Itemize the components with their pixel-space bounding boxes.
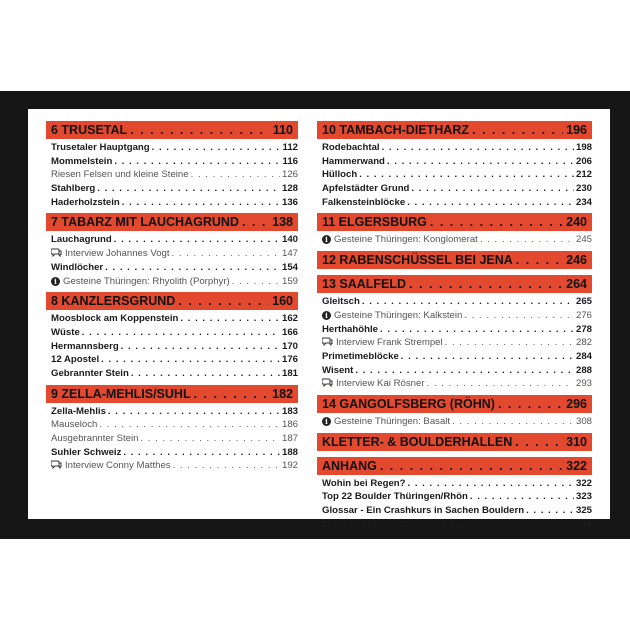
toc-section: [317, 395, 592, 429]
toc-entry[interactable]: [46, 312, 298, 326]
entry-label: Interview Frank Strempel: [336, 337, 443, 349]
section-title: 13 SAALFELD: [322, 277, 407, 292]
leader-dots: [380, 323, 574, 337]
entry-page-number: 245: [575, 234, 592, 246]
section-page-number: 296: [566, 396, 587, 411]
leader-dots: [122, 196, 280, 210]
leader-dots: [191, 168, 280, 182]
toc-section: [46, 121, 298, 209]
section-page-number: 160: [272, 294, 293, 309]
entry-page-number: 234: [575, 196, 592, 208]
leader-dots: [407, 196, 574, 210]
entry-label: Schwierigkeitsvergleichsskala: [322, 518, 461, 530]
toc-section: [317, 433, 592, 453]
entry-page-number: 276: [575, 309, 592, 321]
entry-label: Moosblock am Koppenstein: [51, 313, 179, 325]
toc-entry[interactable]: [317, 182, 592, 196]
leader-dots: [99, 418, 280, 432]
leader-dots: [82, 326, 280, 340]
leader-dots: [194, 385, 270, 403]
section-title: 12 RABENSCHÜSSEL BEI JENA: [322, 253, 513, 268]
entry-page-number: 154: [281, 261, 298, 273]
leader-dots: [131, 367, 280, 381]
entry-page-number: 186: [281, 419, 298, 431]
leader-dots: [152, 141, 281, 155]
section-header-6-trusetal[interactable]: [46, 121, 298, 139]
leader-dots: [359, 168, 574, 182]
toc-entry[interactable]: [46, 340, 298, 354]
entry-label: Apfelstädter Grund: [322, 183, 410, 195]
leader-dots: [97, 182, 280, 196]
section-page-number: 196: [566, 123, 587, 137]
toc-section: [46, 292, 298, 380]
leader-dots: [114, 155, 280, 169]
section-title: 6 TRUSETAL: [51, 123, 128, 137]
leader-dots: [470, 490, 574, 504]
section-header-kletter-boulderhallen[interactable]: [317, 433, 592, 451]
entry-page-number: 323: [575, 491, 592, 503]
entry-page-number: 308: [575, 415, 592, 427]
section-title: 14 GANGOLFSBERG (RÖHN): [322, 396, 495, 411]
section-title: 8 KANZLERSGRUND: [51, 294, 176, 309]
info-icon: i: [51, 277, 60, 286]
entry-page-number: 282: [575, 337, 592, 349]
section-title: ANHANG: [322, 458, 377, 473]
toc-entry[interactable]: [46, 353, 298, 367]
toc-entry[interactable]: [46, 459, 298, 473]
entry-label: Top 22 Boulder Thüringen/Rhön: [322, 491, 468, 503]
interview-icon: [322, 337, 333, 346]
section-title: 10 TAMBACH-DIETHARZ: [322, 123, 469, 137]
interview-icon: [51, 460, 62, 469]
entry-label: Gesteine Thüringen: Kalkstein: [334, 309, 463, 321]
section-header-10-tambach-dietharz[interactable]: [317, 121, 592, 139]
leader-dots: [526, 504, 574, 518]
toc-section: [317, 213, 592, 247]
entry-label: Gesteine Thüringen: Basalt: [334, 415, 451, 427]
entry-page-number: 188: [281, 446, 298, 458]
entry-page-number: 140: [281, 234, 298, 246]
entry-label: Gleitsch: [322, 296, 360, 308]
toc-entry[interactable]: [317, 518, 592, 532]
toc-entry[interactable]: [317, 490, 592, 504]
leader-dots: [108, 405, 280, 419]
entry-page-number: 187: [281, 433, 298, 444]
toc-section: [317, 121, 592, 209]
leader-dots: [472, 121, 563, 139]
toc-entry[interactable]: [46, 233, 298, 247]
entry-label: Wisent: [322, 364, 354, 376]
entry-label: Interview Kai Rösner: [336, 378, 425, 390]
toc-entry[interactable]: [46, 168, 298, 182]
leader-dots: [463, 518, 574, 532]
entry-page-number: 112: [282, 142, 298, 153]
entry-label: Mauseloch: [51, 419, 98, 431]
entry-label: Stahlberg: [51, 183, 96, 195]
leader-dots: [498, 395, 563, 413]
leader-dots: [101, 353, 280, 367]
leader-dots: [355, 364, 574, 378]
toc-entry[interactable]: [317, 309, 592, 323]
entry-label: Glossar - Ein Crashkurs in Sachen Bouldern: [322, 505, 525, 516]
interview-icon: [51, 248, 62, 257]
leader-dots: [114, 233, 280, 247]
entry-label: Hammerwand: [322, 155, 385, 167]
toc-entry[interactable]: [317, 323, 592, 337]
leader-dots: [445, 336, 574, 350]
leader-dots: [516, 251, 563, 269]
entry-label: Suhler Schweiz: [51, 446, 122, 458]
entry-page-number: 288: [575, 364, 592, 376]
entry-label: Riesen Felsen und kleine Steine: [51, 169, 189, 181]
leader-dots: [123, 446, 280, 460]
toc-entry[interactable]: [317, 141, 592, 155]
toc-left-column: [46, 121, 298, 477]
entry-page-number: 183: [281, 405, 298, 417]
section-page-number: 110: [272, 123, 293, 137]
toc-entry[interactable]: [317, 350, 592, 364]
entry-label: Gebrannter Stein: [51, 367, 129, 379]
entry-page-number: 206: [575, 155, 592, 167]
toc-entry[interactable]: [317, 196, 592, 210]
entry-label: Zella-Mehlis: [51, 405, 106, 417]
toc-entry[interactable]: [46, 405, 298, 419]
section-page-number: 246: [566, 253, 587, 268]
section-page-number: 240: [566, 215, 587, 230]
leader-dots: [172, 247, 280, 261]
entry-label: 12 Apostel: [51, 354, 100, 366]
entry-page-number: 166: [281, 326, 298, 338]
leader-dots: [387, 155, 574, 169]
entry-page-number: 159: [281, 275, 298, 287]
entry-label: Mommelstein: [51, 155, 113, 167]
entry-label: Falkensteinblöcke: [322, 196, 406, 208]
toc-entry[interactable]: [46, 155, 298, 169]
toc-entry[interactable]: [46, 247, 298, 261]
leader-dots: [408, 477, 574, 491]
section-title: 9 ZELLA-MEHLIS/SUHL: [51, 386, 191, 401]
leader-dots: [242, 213, 269, 231]
section-page-number: 264: [566, 277, 587, 292]
toc-entry[interactable]: [317, 477, 592, 491]
toc-entry[interactable]: [317, 233, 592, 247]
toc-section: [317, 275, 592, 391]
leader-dots: [401, 350, 574, 364]
entry-page-number: 126: [281, 169, 298, 181]
toc-entry[interactable]: [46, 182, 298, 196]
toc-section: [317, 251, 592, 271]
section-header-9-zella-mehlis-suhl[interactable]: [46, 385, 298, 403]
entry-label: Hülloch: [322, 169, 358, 181]
toc-entry[interactable]: [317, 295, 592, 309]
leader-dots: [452, 415, 574, 429]
toc-entry[interactable]: [317, 504, 592, 518]
leader-dots: [464, 309, 574, 323]
toc-entry[interactable]: [317, 364, 592, 378]
entry-page-number: 284: [575, 350, 592, 362]
toc-entry[interactable]: [46, 261, 298, 275]
info-icon: i: [322, 417, 331, 426]
entry-page-number: 170: [281, 340, 298, 352]
section-header-anhang[interactable]: [317, 457, 592, 475]
leader-dots: [515, 433, 563, 451]
entry-page-number: 136: [281, 196, 298, 208]
section-header-12-rabenschüssel-bei-jena[interactable]: [317, 251, 592, 269]
leader-dots: [105, 261, 280, 275]
toc-entry[interactable]: [46, 326, 298, 340]
leader-dots: [380, 457, 563, 475]
entry-label: Primetimeblöcke: [322, 350, 399, 362]
entry-page-number: 162: [281, 313, 298, 325]
toc-entry[interactable]: [317, 336, 592, 350]
section-page-number: 322: [566, 458, 587, 473]
toc-entry[interactable]: [46, 446, 298, 460]
entry-label: Wüste: [51, 326, 80, 338]
entry-page-number: 212: [575, 169, 592, 181]
section-page-number: 182: [272, 386, 293, 401]
entry-page-number: 198: [575, 142, 592, 153]
entry-page-number: 147: [281, 248, 298, 260]
leader-dots: [178, 292, 269, 310]
toc-entry[interactable]: [46, 367, 298, 381]
entry-label: Hermannsberg: [51, 340, 119, 352]
leader-dots: [121, 340, 280, 354]
section-header-13-saalfeld[interactable]: [317, 275, 592, 293]
section-header-8-kanzlersgrund[interactable]: [46, 292, 298, 310]
toc-section: [46, 213, 298, 288]
entry-label: Gesteine Thüringen: Konglomerat: [334, 234, 478, 246]
toc-entry[interactable]: [317, 168, 592, 182]
leader-dots: [382, 141, 574, 155]
toc-entry[interactable]: [46, 141, 298, 155]
entry-label: Gesteine Thüringen: Rhyolith (Porphyr): [63, 275, 230, 287]
leader-dots: [140, 432, 280, 446]
leader-dots: [173, 459, 280, 473]
section-header-7-tabarz-mit-lauchagrund[interactable]: [46, 213, 298, 231]
entry-page-number: 181: [281, 367, 298, 379]
toc-entry[interactable]: [46, 432, 298, 446]
entry-label: Wohin bei Regen?: [322, 477, 406, 489]
section-title: 11 ELGERSBURG: [322, 215, 427, 230]
section-header-14-gangolfsberg-röhn[interactable]: [317, 395, 592, 413]
entry-label: Windlöcher: [51, 261, 104, 273]
entry-label: Ausgebrannter Stein: [51, 433, 139, 444]
entry-label: Rodebachtal: [322, 142, 380, 153]
entry-page-number: 176: [281, 354, 298, 366]
entry-page-number: 293: [575, 378, 592, 390]
toc-entry[interactable]: [317, 155, 592, 169]
entry-page-number: 278: [575, 323, 592, 335]
entry-page-number: 265: [575, 296, 592, 308]
entry-page-number: 128: [281, 183, 298, 195]
leader-dots: [480, 233, 574, 247]
info-icon: i: [322, 311, 331, 320]
entry-label: Trusetaler Hauptgang: [51, 142, 150, 153]
toc-page: [28, 109, 610, 530]
entry-page-number: 192: [281, 460, 298, 472]
entry-page-number: 325: [575, 505, 592, 516]
entry-page-number: 322: [575, 477, 592, 489]
leader-dots: [180, 312, 280, 326]
toc-section: [46, 385, 298, 473]
leader-dots: [427, 377, 574, 391]
leader-dots: [430, 213, 563, 231]
toc-entry[interactable]: [317, 415, 592, 429]
section-title: 7 TABARZ MIT LAUCHAGRUND: [51, 215, 239, 230]
section-page-number: 138: [272, 215, 293, 230]
entry-label: Interview Johannes Vogt: [65, 248, 170, 260]
toc-entry[interactable]: [46, 418, 298, 432]
leader-dots: [362, 295, 574, 309]
toc-section: [317, 457, 592, 532]
interview-icon: [322, 378, 333, 387]
entry-label: Lauchagrund: [51, 234, 112, 246]
entry-page-number: 230: [575, 183, 592, 195]
entry-page-number: 336: [575, 518, 592, 530]
toc-right-column: [317, 121, 592, 535]
toc-entry[interactable]: [46, 275, 298, 289]
section-page-number: 310: [566, 434, 587, 449]
section-title: KLETTER- & BOULDERHALLEN: [322, 434, 513, 449]
info-icon: i: [322, 235, 331, 244]
entry-label: Herthahöhle: [322, 323, 378, 335]
leader-dots: [411, 182, 574, 196]
section-header-11-elgersburg[interactable]: [317, 213, 592, 231]
entry-label: Haderholzstein: [51, 196, 120, 208]
entry-page-number: 116: [282, 155, 298, 167]
leader-dots: [409, 275, 563, 293]
toc-entry[interactable]: [46, 196, 298, 210]
entry-label: Interview Conny Matthes: [65, 460, 171, 472]
leader-dots: [130, 121, 270, 139]
leader-dots: [232, 275, 280, 289]
toc-entry[interactable]: [317, 377, 592, 391]
